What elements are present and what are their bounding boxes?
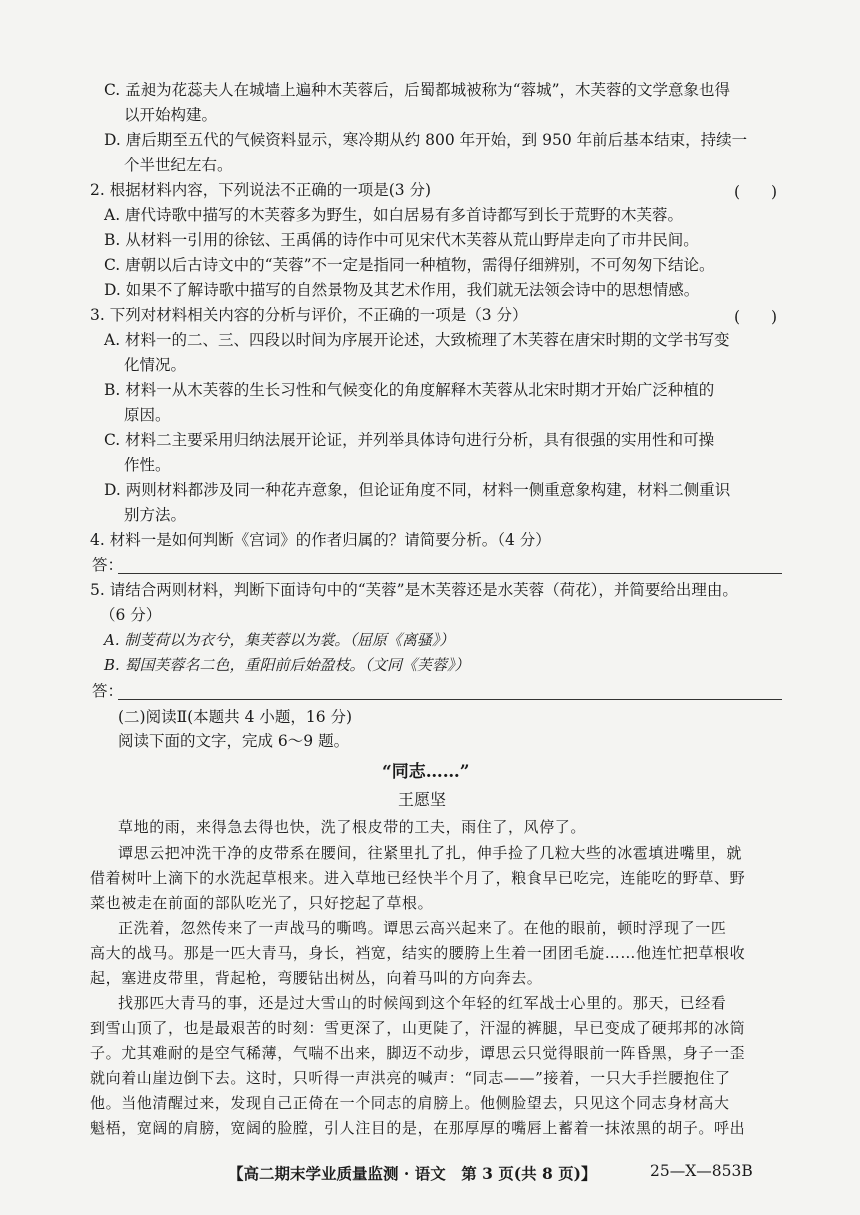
q5-answer-line[interactable] [118, 699, 782, 700]
q3-option-b-line2: 原因。 [124, 406, 171, 424]
story-paragraph-1: 草地的雨，来得急去得也快，洗了根皮带的工夫，雨住了，风停了。 [118, 818, 587, 836]
q5-option-a: A. 制芰荷以为衣兮，集芙蓉以为裳。（屈原《离骚》） [104, 631, 455, 649]
q5-stem-line1: 5. 请结合两则材料，判断下面诗句中的“芙蓉”是木芙蓉还是水芙蓉（荷花），并简要给出理由。 [90, 581, 738, 599]
story-p2-line1: 谭思云把冲洗干净的皮带系在腰间，往紧里扎了扎，伸手捡了几粒大些的冰雹填进嘴里，就 [118, 844, 743, 862]
q1-option-d-line2: 个半世纪左右。 [124, 156, 233, 174]
story-p4-line1: 找那匹大青马的事，还是过大雪山的时候闯到这个年轻的红军战士心里的。那天，已经看 [118, 994, 727, 1012]
q3-option-b-line1: B. 材料一从木芙蓉的生长习性和气候变化的角度解释木芙蓉从北宋时期才开始广泛种植的 [104, 381, 715, 399]
story-p2-line3: 菜也被走在前面的部队吃光了，只好挖起了草根。 [90, 894, 434, 912]
q2-stem: 2. 根据材料内容，下列说法不正确的一项是(3 分) [90, 181, 432, 199]
q3-answer-paren: ( ) [734, 308, 778, 326]
section-heading: (二)阅读Ⅱ(本题共 4 小题，16 分) [118, 708, 353, 726]
q2-option-a: A. 唐代诗歌中描写的木芙蓉多为野生，如白居易有多首诗都写到长于荒野的木芙蓉。 [104, 206, 684, 224]
story-p3-line1: 正洗着，忽然传来了一声战马的嘶鸣。谭思云高兴起来了。在他的眼前，顿时浮现了一匹 [118, 919, 727, 937]
page-footer: 【高二期末学业质量监测 · 语文 第 3 页(共 8 页)】 [228, 1164, 597, 1183]
q3-stem: 3. 下列对材料相关内容的分析与评价，不正确的一项是（3 分） [90, 306, 528, 324]
q5-stem-line2: （6 分） [100, 606, 162, 624]
story-title: “同志……” [382, 762, 470, 782]
story-p4-line2: 到雪山顶了，也是最艰苦的时刻：雪更深了，山更陡了，汗湿的裤腿，早已变成了硬邦邦的冰筒 [90, 1019, 746, 1037]
story-p4-line5: 他。当他清醒过来，发现自己正倚在一个同志的肩膀上。他侧脸望去，只见这个同志身材高大 [90, 1094, 730, 1112]
q5-option-b: B. 蜀国芙蓉名二色，重阳前后始盈枝。（文同《芙蓉》） [104, 656, 470, 674]
q4-answer-line[interactable] [118, 573, 782, 574]
q1-option-d-line1: D. 唐后期至五代的气候资料显示，寒冷期从约 800 年开始，到 950 年前后基本结束，持续一 [104, 131, 748, 149]
q3-option-c-line2: 作性。 [124, 456, 171, 474]
q3-option-a-line1: A. 材料一的二、三、四段以时间为序展开论述，大致梳理了木芙蓉在唐宋时期的文学书写变 [104, 331, 730, 349]
exam-code: 25—X—853B [650, 1162, 753, 1180]
story-p4-line4: 就向着山崖边倒下去。这时，只听得一声洪亮的喊声：“同志——”接着，一只大手拦腰抱住了 [90, 1069, 731, 1087]
q2-option-d: D. 如果不了解诗歌中描写的自然景物及其艺术作用，我们就无法领会诗中的思想情感。 [104, 281, 700, 299]
q5-answer-label: 答： [92, 682, 124, 700]
q3-option-a-line2: 化情况。 [124, 356, 187, 374]
q1-option-c-line1: C. 孟昶为花蕊夫人在城墙上遍种木芙蓉后，后蜀都城被称为“蓉城”，木芙蓉的文学意象也得 [104, 81, 731, 99]
story-p3-line2: 高大的战马。那是一匹大青马，身长，裆宽，结实的腰胯上生着一团团毛旋……他连忙把草根收 [90, 944, 746, 962]
q2-answer-paren: ( ) [734, 183, 778, 201]
q3-option-d-line1: D. 两则材料都涉及同一种花卉意象，但论证角度不同，材料一侧重意象构建，材料二侧重识 [104, 481, 731, 499]
q1-option-c-line2: 以开始构建。 [124, 106, 218, 124]
story-p2-line2: 借着树叶上滴下的水洗起草根来。进入草地已经快半个月了，粮食早已吃完，连能吃的野草、野 [90, 869, 746, 887]
story-p3-line3: 起，塞进皮带里，背起枪，弯腰钻出树丛，向着马叫的方向奔去。 [90, 969, 543, 987]
q3-option-d-line2: 别方法。 [124, 506, 187, 524]
q4-answer-label: 答： [92, 556, 124, 574]
story-p4-line3: 子。尤其难耐的是空气稀薄，气喘不出来，脚迈不动步，谭思云只觉得眼前一阵昏黑，身子一歪 [90, 1044, 746, 1062]
story-p4-line6: 魁梧，宽阔的肩膀，宽阔的脸膛，引人注目的是，在那厚厚的嘴唇上蓄着一抹浓黑的胡子。呼出 [90, 1119, 746, 1137]
q4-stem: 4. 材料一是如何判断《宫词》的作者归属的？请简要分析。（4 分） [90, 531, 551, 549]
story-author: 王愿坚 [398, 790, 447, 809]
q2-option-b: B. 从材料一引用的徐铉、王禹偁的诗作中可见宋代木芙蓉从荒山野岸走向了市井民间。 [104, 231, 699, 249]
q3-option-c-line1: C. 材料二主要采用归纳法展开论证，并列举具体诗句进行分析，具有很强的实用性和可操 [104, 431, 715, 449]
section-instruction: 阅读下面的文字，完成 6～9 题。 [118, 732, 350, 750]
q2-option-c: C. 唐朝以后古诗文中的“芙蓉”不一定是指同一种植物，需得仔细辨别，不可匆匆下结论。 [104, 256, 715, 274]
